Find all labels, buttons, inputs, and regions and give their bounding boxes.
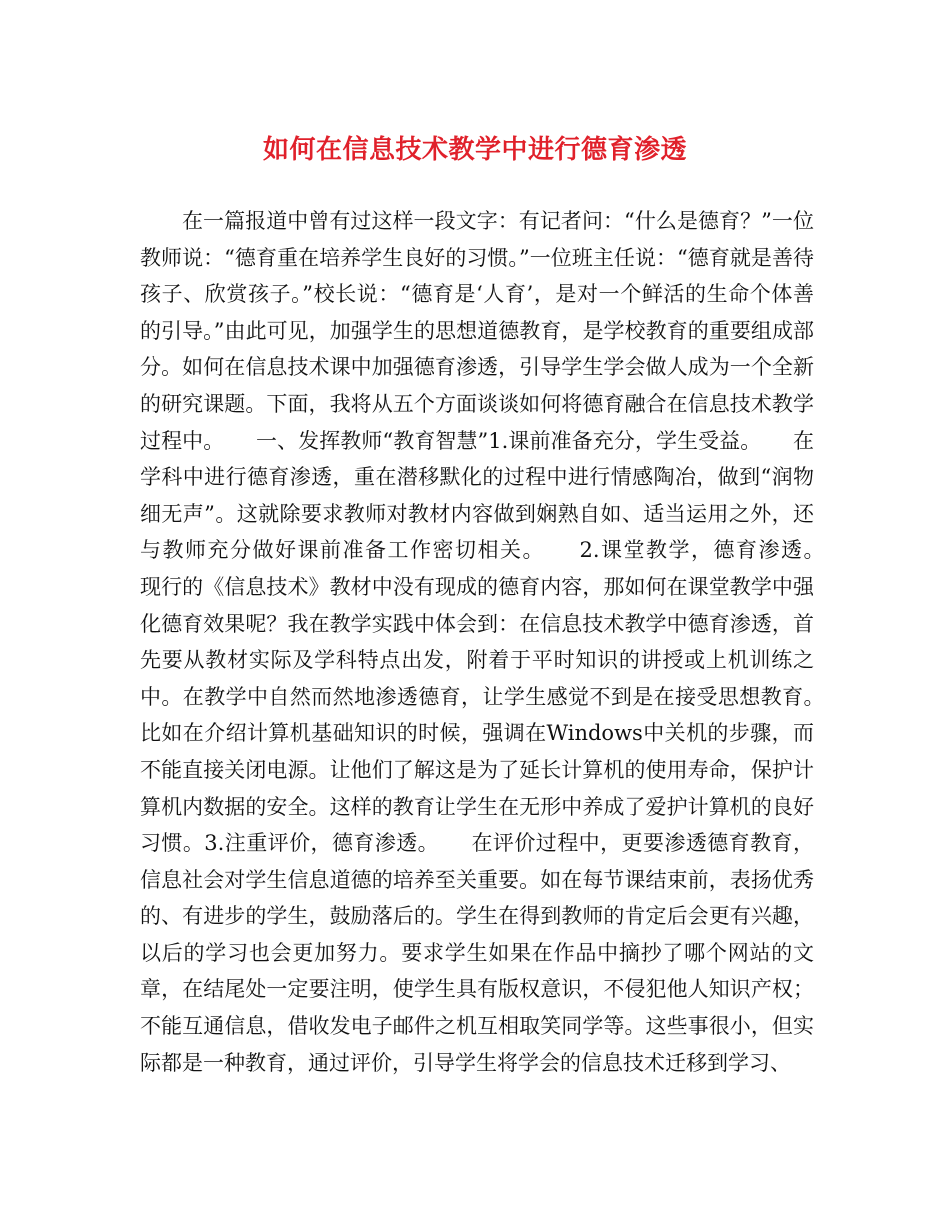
body-paragraph: 在一篇报道中曾有过这样一段文字：有记者问：“什么是德育？”一位教师说：“德育重在培养学生良好的习惯。”一位班主任说：“德育就是善待孩子、欣赏孩子。”校长说：“德育是‘人育’，是对一个鲜活的生命个体善的引导。”由此可见，加强学生的思想道德教育，是学校教育的重要组成部分。如何在信息技术课中加强德育渗透，引导学生学会做人成为一个全新的研究课题。下面，我将从五个方面谈谈如何将德育融合在信息技术教学过程中。 一、发挥教师“教育智慧”1.课前准备充分，学生受益。 在学科中进行德育渗透，重在潜移默化的过程中进行情感陶冶，做到“润物细无声”。这就除要求教师对教材内容做到娴熟自如、适当运用之外，还与教师充分做好课前准备工作密切相关。 2.课堂教学，德育渗透。 现行的《信息技术》教材中没有现成的德育内容，那如何在课堂教学中强化德育效果呢？我在教学实践中体会到：在信息技术教学中德育渗透，首先要从教材实际及学科特点出发，附着于平时知识的讲授或上机训练之中。在教学中自然而然地渗透德育，让学生感觉不到是在接受思想教育。 比如在介绍计算机基础知识的时候，强调在Windows中关机的步骤，而不能直接关闭电源。让他们了解这是为了延长计算机的使用寿命，保护计算机内数据的安全。这样的教育让学生在无形中养成了爱护计算机的良好习惯。3.注重评价，德育渗透。 在评价过程中，更要渗透德育教育，信息社会对学生信息道德的培养至关重要。如在每节课结束前，表扬优秀的、有进步的学生，鼓励落后的。学生在得到教师的肯定后会更有兴趣，以后的学习也会更加努力。要求学生如果在作品中摘抄了哪个网站的文章，在结尾处一定要注明，使学生具有版权意识，不侵犯他人知识产权；不能互通信息，借收发电子邮件之机互相取笑同学等。这些事很小，但实际都是一种教育，通过评价，引导学生将学会的信息技术迁移到学习、 [140, 209, 856, 1075]
document-title: 如何在信息技术教学中进行德育渗透 [262, 135, 687, 165]
